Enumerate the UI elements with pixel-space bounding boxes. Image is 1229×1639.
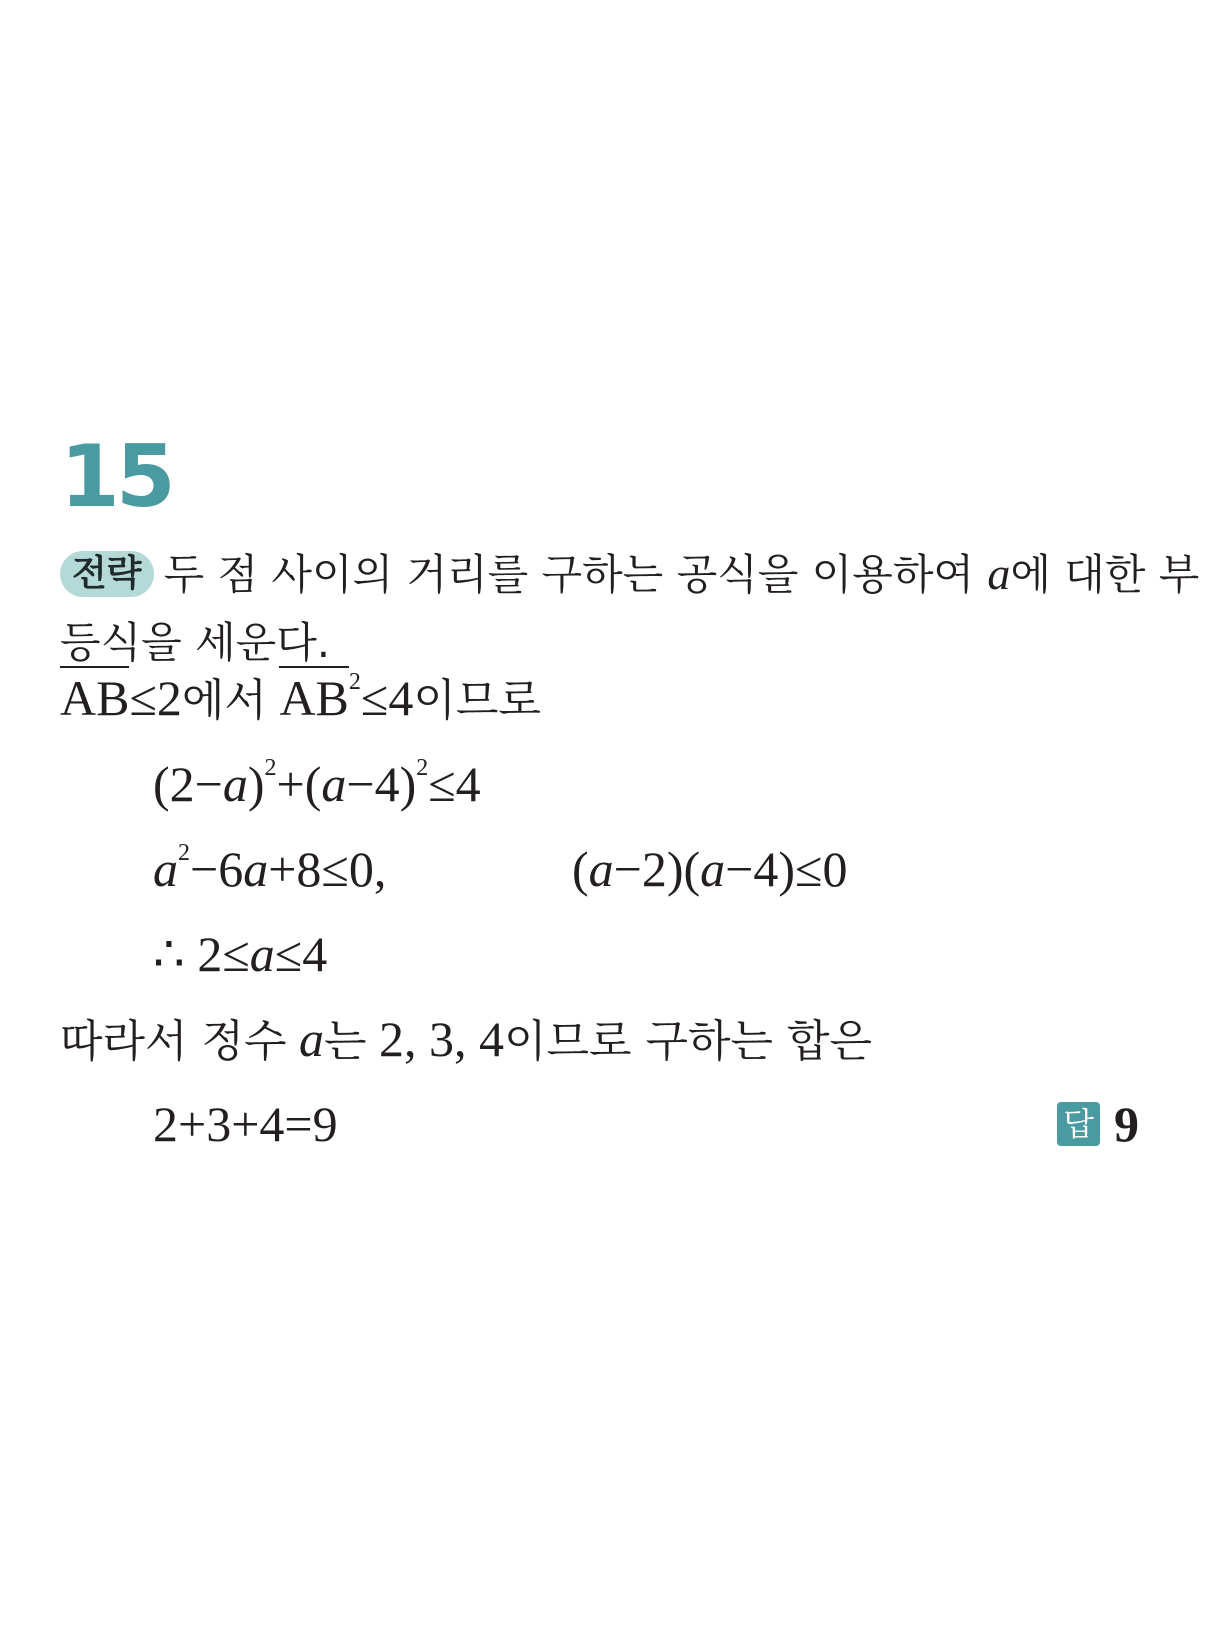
strategy-badge: 전략 (60, 551, 154, 597)
solution-line-4 (153, 924, 327, 984)
math-part: (2− (153, 756, 223, 812)
therefore-symbol: ∴ (153, 926, 185, 982)
text-part: 따라서 정수 (60, 1016, 287, 1067)
math-variable: a (243, 841, 269, 897)
answer-badge: 답 (1057, 1102, 1100, 1146)
math-variable: a (588, 841, 614, 897)
math-variable: a (222, 756, 248, 812)
math-variable: a (700, 841, 726, 897)
segment-ab: AB (60, 666, 129, 726)
strategy-paragraph (60, 540, 1210, 677)
solution-line-2 (153, 754, 481, 814)
power: 2 (264, 755, 277, 781)
segment-ab-squared: AB (279, 666, 348, 726)
strategy-text-after: 에 대한 부등식을 세운다. (60, 550, 1200, 667)
math-part: ( (572, 841, 589, 897)
solution-line-3-factored (572, 839, 847, 899)
math-variable: a (249, 926, 275, 982)
math-part: 2≤ (197, 926, 250, 982)
math-part: −4)≤0 (725, 841, 848, 897)
math-part: +( (276, 756, 322, 812)
inequality-1: ≤2 (129, 670, 182, 726)
solution-line-3 (153, 839, 386, 899)
answer (1057, 1094, 1139, 1154)
strategy-text-before: 두 점 사이의 거리를 구하는 공식을 이용하여 (163, 550, 974, 599)
math-part: −4) (346, 756, 417, 812)
inequality-2: ≤4 (360, 670, 414, 726)
math-part: ) (247, 756, 265, 812)
math-part: −2)( (613, 841, 701, 897)
math-variable: a (153, 841, 178, 897)
text-part: 이므로 구하는 합은 (504, 1016, 873, 1067)
sum-expression: 2+3+4=9 (153, 1096, 338, 1152)
solution-line-6 (153, 1094, 338, 1154)
text-part: 는 (324, 1016, 367, 1067)
word-imeuro: 이므로 (413, 675, 541, 726)
power: 2 (178, 840, 190, 866)
solution-line-5 (60, 1009, 872, 1072)
math-part: +8≤0, (268, 841, 387, 897)
word-eseo: 에서 (181, 675, 267, 726)
math-variable: a (321, 756, 347, 812)
solution-line-1 (60, 668, 541, 731)
math-part: ≤4 (428, 756, 481, 812)
power: 2 (348, 669, 361, 695)
strategy-variable: a (987, 548, 1011, 599)
problem-number: 15 (60, 427, 172, 527)
answer-value: 9 (1114, 1096, 1139, 1152)
math-variable: a (299, 1011, 325, 1067)
integer-list: 2, 3, 4 (379, 1011, 505, 1067)
math-part: −6 (190, 841, 244, 897)
math-part: ≤4 (274, 926, 328, 982)
power: 2 (416, 755, 429, 781)
